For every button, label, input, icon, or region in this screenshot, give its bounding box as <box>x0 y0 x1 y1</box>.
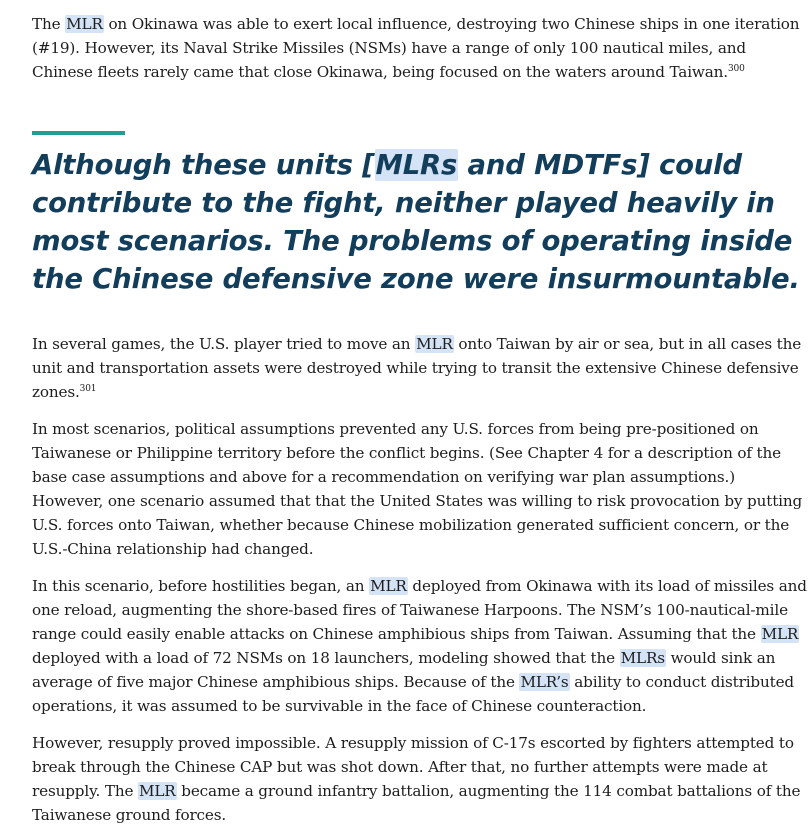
pull-quote <box>32 146 802 298</box>
highlighted-term: MLR <box>66 15 103 33</box>
text-run: The <box>32 15 66 33</box>
footnote-ref[interactable]: 301 <box>79 384 97 394</box>
text-run: deployed from Okinawa with its load of missiles and one reload, augmenting the shore-based fires of Taiwanese Harpoons. The NSM’s 100-nautical-mile range could easily enable attacks on Chinese amphibious ships from Taiwan. Assuming that the <box>32 577 807 643</box>
body-section <box>32 332 807 840</box>
text-run: would sink an average of five major Chinese amphibious ships. Because of the <box>32 649 776 691</box>
text-run: In this scenario, before hostilities began, an <box>32 577 370 595</box>
top-section <box>32 12 804 97</box>
text-run: However, resupply proved impossible. A resupply mission of C-17s escorted by fighters attempted to break through the Chinese CAP but was shot down. After that, no further attempts were made at resupply. The <box>32 734 794 800</box>
text-run: onto Taiwan by air or sea, but in all cases the unit and transportation assets were destroyed while trying to transit the extensive Chinese defensive zones. <box>32 335 802 401</box>
text-run: became a ground infantry battalion, augmenting the 114 combat battalions of the Taiwanese ground forces. <box>32 782 801 824</box>
text-run: deployed with a load of 72 NSMs on 18 launchers, modeling showed that the <box>32 649 620 667</box>
highlighted-term: MLR <box>416 335 453 353</box>
text-run: In several games, the U.S. player tried to move an <box>32 335 416 353</box>
pull-quote-accent-rule <box>32 131 125 135</box>
text-run: and MDTFs] could contribute to the fight, neither played heavily in most scenarios. The problems of operating inside the Chinese defensive zone were insurmountable. <box>32 149 800 295</box>
highlighted-term: MLR <box>138 782 176 800</box>
footnote-ref[interactable]: 300 <box>727 64 745 74</box>
highlighted-term: MLRs <box>620 649 665 667</box>
body-paragraph <box>32 574 807 718</box>
highlighted-term: MLR’s <box>520 673 569 691</box>
text-run: on Okinawa was able to exert local influence, destroying two Chinese ships in one iteration (#19). However, its Naval Strike Missiles (NSMs) have a range of only 100 nautical miles, and Chinese fleets rarely came that close Okinawa, being focused on the waters around Taiwan. <box>32 15 800 81</box>
text-run: In most scenarios, political assumptions prevented any U.S. forces from being pre-positioned on Taiwanese or Philippine territory before the conflict begins. (See Chapter 4 for a description of the base case assumptions and above for a recommendation on verifying war plan assumptions.) However, one scenario assumed that that the United States was willing to risk provocation by putting U.S. forces onto Taiwan, whether because Chinese mobilization generated sufficient concern, or the U.S.-China relationship had changed. <box>32 420 803 558</box>
body-paragraph <box>32 12 804 84</box>
body-paragraph <box>32 417 807 561</box>
body-paragraph <box>32 731 807 827</box>
body-paragraph <box>32 332 807 404</box>
highlighted-term: MLR <box>370 577 407 595</box>
text-run: ability to conduct distributed operations, it was assumed to be survivable in the face of Chinese counteraction. <box>32 673 794 715</box>
highlighted-term: MLRs <box>375 149 458 181</box>
highlighted-term: MLR <box>761 625 799 643</box>
text-run: Although these units [ <box>32 149 375 181</box>
